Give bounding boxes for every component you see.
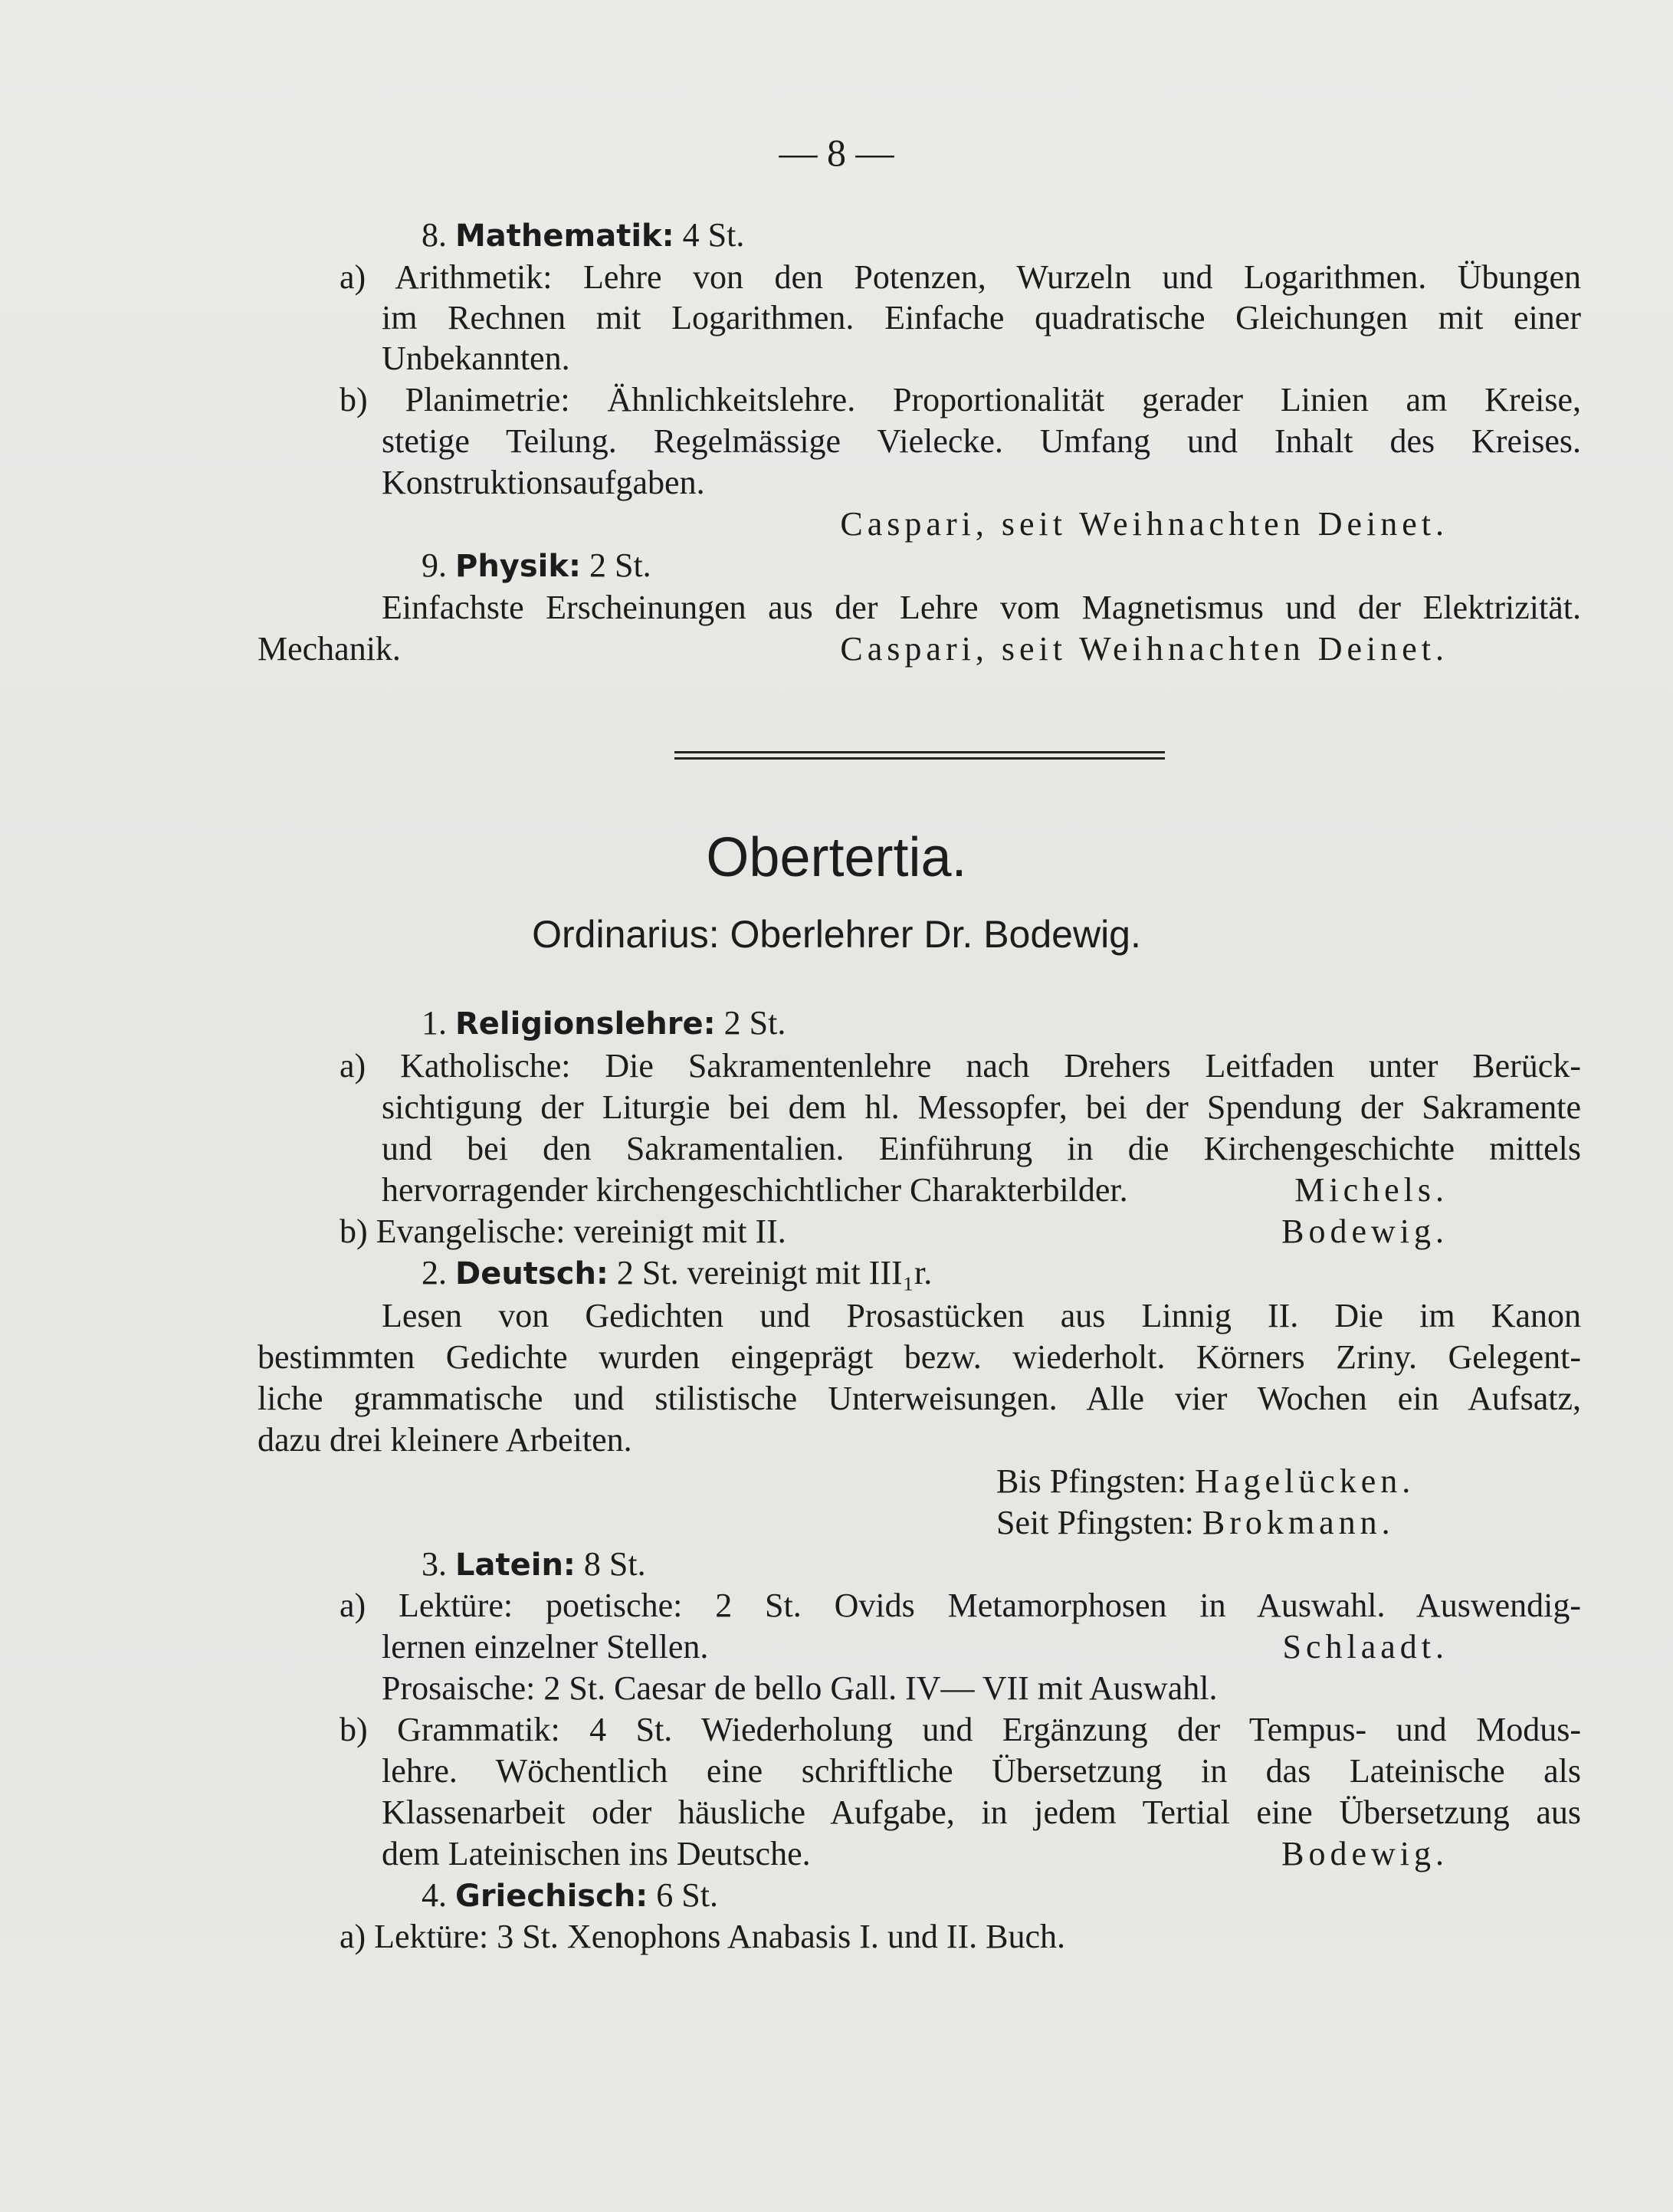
section-heading-mathematik	[422, 215, 744, 257]
text-line: dazu drei kleinere Arbeiten.	[258, 1421, 632, 1459]
text-line: im Rechnen mit Logarithmen. Einfache quadratische Gleichungen mit einer	[382, 299, 1581, 336]
text-line: b) Evangelische: vereinigt mit II.	[340, 1213, 786, 1250]
section-title: Religionslehre:	[455, 1006, 716, 1042]
text-line: Einfachste Erscheinungen aus der Lehre vom Magnetismus und der Elektrizität.	[382, 589, 1581, 626]
section-heading-latein	[422, 1544, 646, 1586]
text-line: b) Grammatik: 4 St. Wiederholung und Ergänzung der Tempus- und Modus-	[340, 1711, 1581, 1748]
text-line: liche grammatische und stilistische Unterweisungen. Alle vier Wochen ein Aufsatz,	[258, 1380, 1581, 1417]
text-line: sichtigung der Liturgie bei dem hl. Messopfer, bei der Spendung der Sakramente	[382, 1088, 1581, 1126]
section-title: Physik:	[455, 549, 581, 584]
teacher-name: Brokmann.	[1202, 1504, 1395, 1541]
divider-line	[674, 751, 1165, 753]
text-line: a) Lektüre: poetische: 2 St. Ovids Metamorphosen in Auswahl. Auswendig-	[340, 1587, 1581, 1624]
ordinarius-line: Ordinarius: Oberlehrer Dr. Bodewig.	[532, 913, 1141, 956]
text-line: Konstruktionsaufgaben.	[382, 464, 705, 501]
section-number: 9.	[422, 546, 447, 584]
section-number: 1.	[422, 1004, 447, 1042]
teacher-line	[996, 1502, 1395, 1544]
text-line: Prosaische: 2 St. Caesar de bello Gall. IV— VII mit Auswahl.	[382, 1669, 1218, 1707]
teacher-name: Hagelücken.	[1195, 1462, 1415, 1500]
text-line: b) Planimetrie: Ähnlichkeitslehre. Proportionalität gerader Linien am Kreise,	[340, 381, 1581, 418]
section-hours: 2 St.	[589, 546, 651, 584]
section-hours: 8 St.	[583, 1545, 646, 1583]
teacher-label: Bis Pfingsten:	[996, 1462, 1187, 1500]
teacher-name: Caspari, seit Weihnachten Deinet.	[840, 505, 1448, 543]
divider-line	[674, 757, 1165, 760]
text-line: dem Lateinischen ins Deutsche.	[382, 1835, 811, 1872]
section-heading-physik	[422, 545, 651, 587]
section-number: 4.	[422, 1876, 447, 1914]
text-line: a) Lektüre: 3 St. Xenophons Anabasis I. und II. Buch.	[340, 1918, 1066, 1955]
section-hours: 2 St.	[723, 1004, 786, 1042]
teacher-label: Seit Pfingsten:	[996, 1504, 1194, 1541]
section-heading-religionslehre	[422, 1003, 786, 1045]
text-line: Unbekannten.	[382, 340, 570, 377]
section-hours: 4 St.	[682, 216, 745, 254]
teacher-name: Bodewig.	[1281, 1835, 1448, 1872]
section-hours: 6 St.	[656, 1876, 718, 1914]
text-line: lernen einzelner Stellen.	[382, 1628, 709, 1666]
section-title: Latein:	[455, 1547, 576, 1583]
text-line: a) Arithmetik: Lehre von den Potenzen, Wurzeln und Logarithmen. Übungen	[340, 258, 1581, 296]
teacher-name: Michels.	[1294, 1171, 1448, 1209]
section-number: 3.	[422, 1545, 447, 1583]
teacher-name: Caspari, seit Weihnachten Deinet.	[840, 630, 1448, 668]
text-line: a) Katholische: Die Sakramentenlehre nach Drehers Leitfaden unter Berück-	[340, 1047, 1581, 1085]
section-title: Deutsch:	[455, 1256, 609, 1291]
section-number: 8.	[422, 216, 447, 254]
class-heading: Obertertia.	[706, 827, 967, 888]
teacher-name: Bodewig.	[1281, 1213, 1448, 1250]
text-line: und bei den Sakramentalien. Einführung in die Kirchengeschichte mittels	[382, 1130, 1581, 1167]
page-number: — 8 —	[779, 131, 894, 174]
text-line: Lesen von Gedichten und Prosastücken aus Linnig II. Die im Kanon	[382, 1297, 1581, 1334]
text-line: Klassenarbeit oder häusliche Aufgabe, in jedem Tertial eine Übersetzung aus	[382, 1794, 1581, 1831]
text-line: hervorragender kirchengeschichtlicher Charakterbilder.	[382, 1171, 1128, 1209]
section-title: Griechisch:	[455, 1879, 648, 1914]
section-title: Mathematik:	[455, 218, 674, 254]
section-hours: 2 St. vereinigt mit III₁r.	[616, 1254, 933, 1291]
section-number: 2.	[422, 1254, 447, 1291]
teacher-line	[996, 1461, 1415, 1502]
section-heading-griechisch	[422, 1875, 718, 1917]
text-line: lehre. Wöchentlich eine schriftliche Übersetzung in das Lateinische als	[382, 1752, 1581, 1790]
text-line: stetige Teilung. Regelmässige Vielecke. Umfang und Inhalt des Kreises.	[382, 422, 1581, 460]
text-line: bestimmten Gedichte wurden eingeprägt bezw. wiederholt. Körners Zriny. Gelegent-	[258, 1338, 1581, 1376]
teacher-name: Schlaadt.	[1282, 1628, 1448, 1666]
section-heading-deutsch	[422, 1252, 932, 1295]
text-line: Mechanik.	[258, 630, 401, 668]
